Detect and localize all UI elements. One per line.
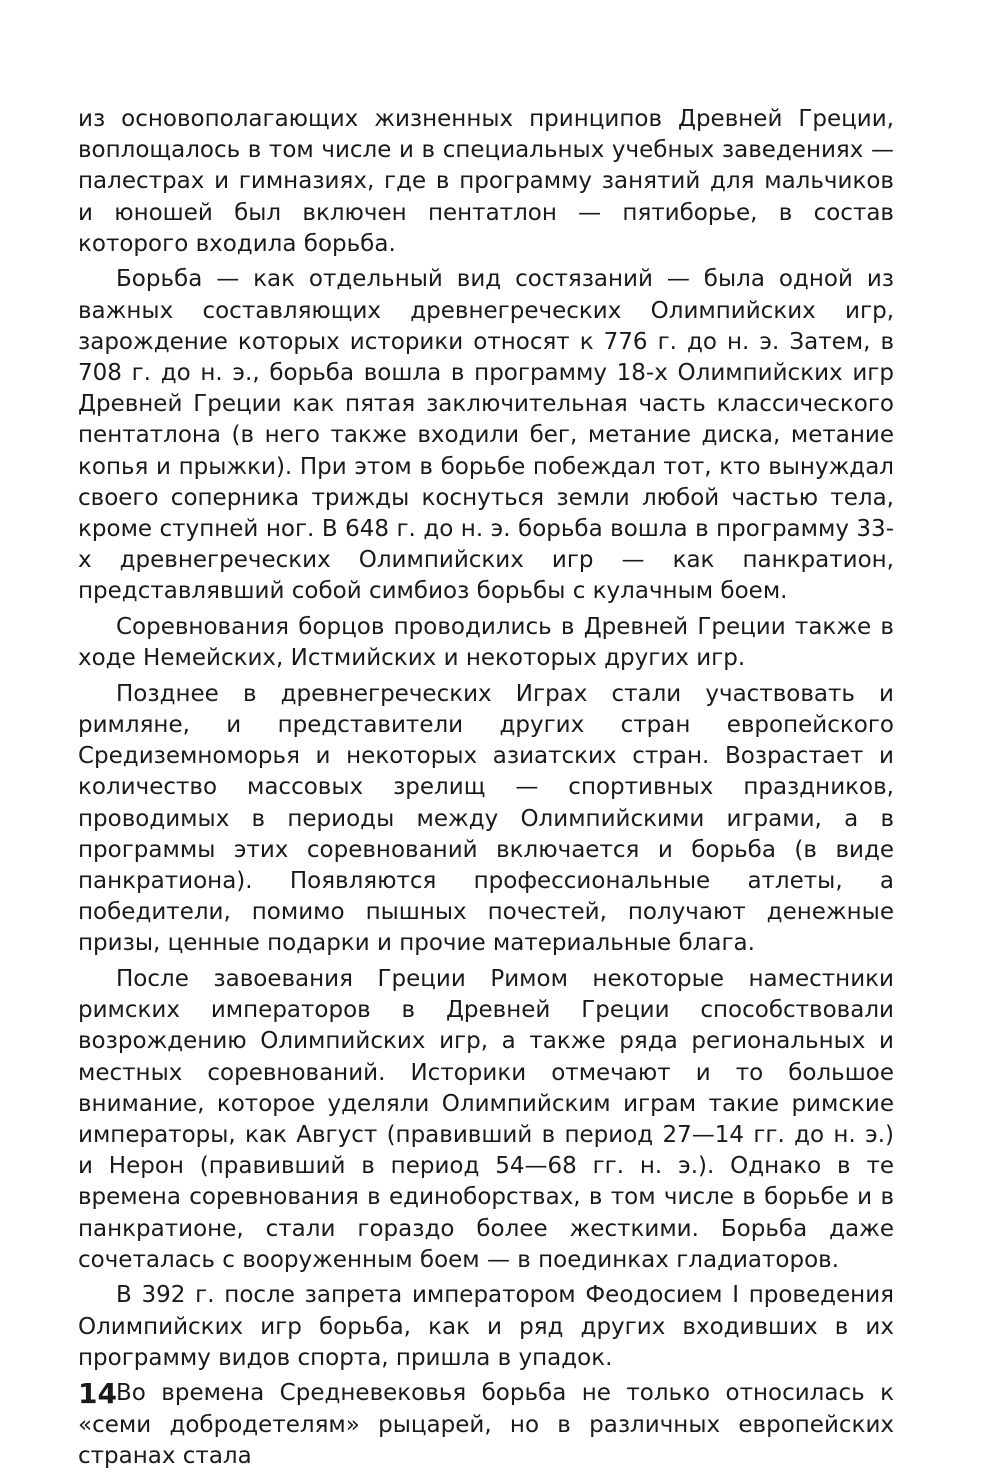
paragraph-wrestling-olympics: Борьба — как отдельный вид состязаний — была одной из важных составляющих древнегреческих Олимпийских игр, зарождение которых историки относят к 776 г. до н. э. Затем, в 708 г. до н. э., борьба вошла в программу 18-х Олимпийских игр Древней Греции как пятая заключительная часть классического пентатлона (в него также входили бег, метание диска, метание копья и прыжки). При этом в борьбе побеждал тот, кто вынуждал своего соперника трижды коснуться земли любой частью тела, кроме ступней ног. В 648 г. до н. э. борьба вошла в программу 33-х древнегреческих Олимпийских игр — как панкратион, представлявший собой симбиоз борьбы с кулачным боем. — [78, 266, 894, 605]
body-text — [78, 104, 894, 1472]
page-number: 14 — [78, 1377, 117, 1410]
paragraph-romans: Позднее в древнегреческих Играх стали участвовать и римляне, и представители других стран европейского Средиземноморья и некоторых азиатских стран. Возрастает и количество массовых зрелищ — спортивных праздников, проводимых в периоды между Олимпийскими играми, а в программы этих соревнований включается и борьба (в виде панкратиона). Появляются профессиональные атлеты, а победители, помимо пышных почестей, получают денежные призы, ценные подарки и прочие материальные блага. — [78, 680, 894, 957]
paragraph-other-games: Соревнования борцов проводились в Древней Греции также в ходе Немейских, Истмийских и некоторых других игр. — [78, 614, 894, 672]
paragraph-roman-conquest: После завоевания Греции Римом некоторые наместники римских императоров в Древней Греции способствовали возрождению Олимпийских игр, а также ряда региональных и местных соревнований. Историки отмечают и то большое внимание, которое уделяли Олимпийским играм такие римские императоры, как Август (правивший в период 27—14 гг. до н. э.) и Нерон (правивший в период 54—68 гг. н. э.). Однако в те времена соревнования в единоборствах, в том числе в борьбе и в панкратионе, стали гораздо более жесткими. Борьба даже сочеталась с вооруженным боем — в поединках гладиаторов. — [78, 966, 894, 1273]
paragraph-decline: В 392 г. после запрета императором Феодосием I проведения Олимпийских игр борьба, как и ряд других входивших в их программу видов спорта, пришла в упадок. — [78, 1282, 894, 1371]
paragraph-continuation: из основополагающих жизненных принципов Древней Греции, воплощалось в том числе и в специальных учебных заведениях — палестрах и гимназиях, где в программу занятий для мальчиков и юношей был включен пентатлон — пятиборье, в состав которого входила борьба. — [78, 106, 894, 257]
paragraph-middle-ages: Во времена Средневековья борьба не только относилась к «семи добродетелям» рыцарей, но в различных европейских странах стала — [78, 1380, 894, 1469]
